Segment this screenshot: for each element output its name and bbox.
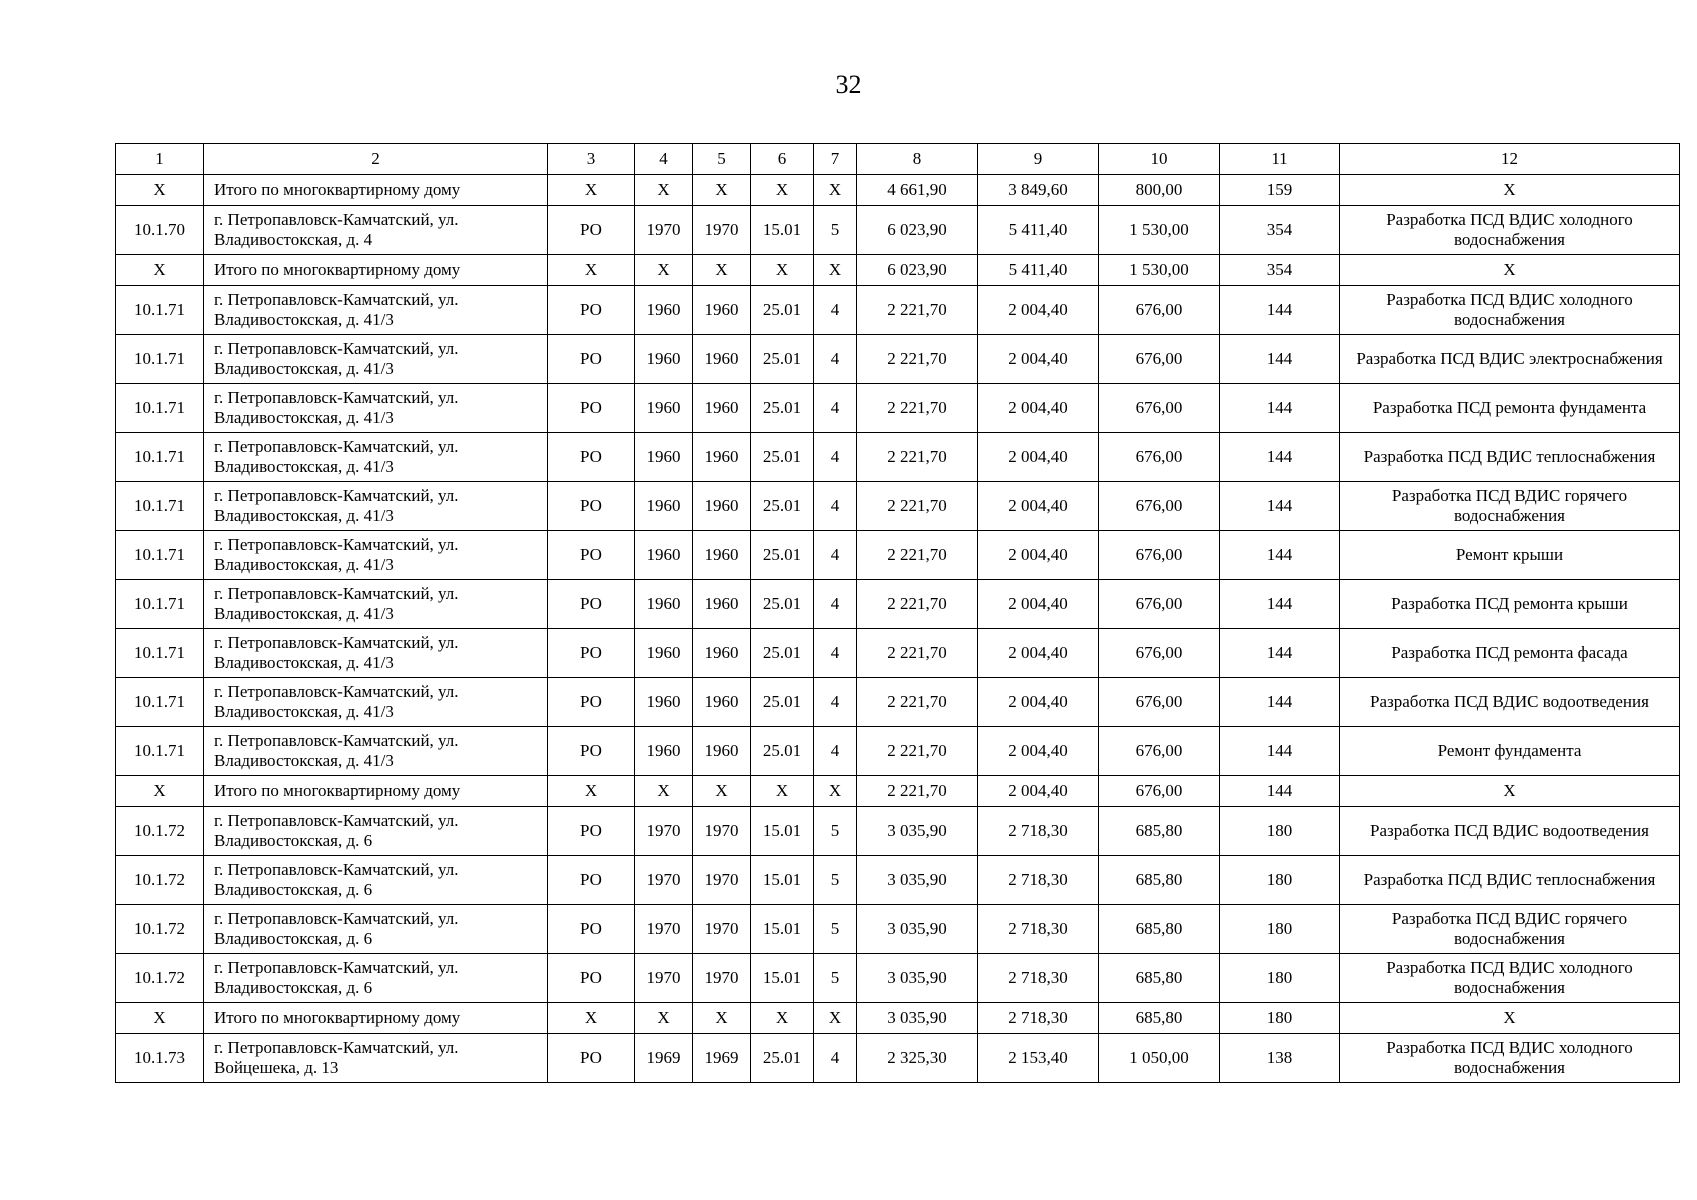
cell-year-built: 1969: [635, 1034, 693, 1083]
table-row: [116, 335, 1680, 384]
table-row: [116, 1034, 1680, 1083]
cell-address: г. Петропавловск-Камчатский, ул. Владивостокская, д. 41/3: [204, 629, 548, 678]
cell-row-number: 10.1.72: [116, 856, 204, 905]
column-header: 2: [204, 144, 548, 175]
column-header: 4: [635, 144, 693, 175]
cell-living-area: 2 004,40: [978, 678, 1099, 727]
cell-floors: 4: [814, 629, 857, 678]
cell-floors: 4: [814, 433, 857, 482]
cell-work-type: Ремонт фундамента: [1340, 727, 1680, 776]
cell-owner-type: Х: [548, 776, 635, 807]
table-row: [116, 678, 1680, 727]
cell-year-built: 1960: [635, 531, 693, 580]
cell-floors: 4: [814, 335, 857, 384]
table-row: [116, 905, 1680, 954]
cell-total-area: 3 035,90: [857, 1003, 978, 1034]
column-header: 6: [751, 144, 814, 175]
cell-owner-type: РО: [548, 856, 635, 905]
cell-work-type: Разработка ПСД ВДИС холодного водоснабжения: [1340, 954, 1680, 1003]
cell-owner-type: РО: [548, 580, 635, 629]
cell-year-commissioned: 1960: [693, 531, 751, 580]
cell-total-area: 4 661,90: [857, 175, 978, 206]
cell-address: г. Петропавловск-Камчатский, ул. Владивостокская, д. 41/3: [204, 482, 548, 531]
cell-owner-type: РО: [548, 954, 635, 1003]
cell-owner-type: Х: [548, 175, 635, 206]
cell-work-type: Разработка ПСД ВДИС теплоснабжения: [1340, 856, 1680, 905]
cell-address: г. Петропавловск-Камчатский, ул. Владивостокская, д. 6: [204, 856, 548, 905]
cell-total-area: 6 023,90: [857, 206, 978, 255]
cell-living-area: 2 004,40: [978, 580, 1099, 629]
cell-work-type: Х: [1340, 776, 1680, 807]
cell-residents: 144: [1220, 433, 1340, 482]
cell-non-living-area: 1 050,00: [1099, 1034, 1220, 1083]
cell-row-number: 10.1.70: [116, 206, 204, 255]
cell-residents: 144: [1220, 384, 1340, 433]
cell-year-built: 1970: [635, 856, 693, 905]
cell-year-built: 1970: [635, 807, 693, 856]
table-row: [116, 286, 1680, 335]
column-header: 10: [1099, 144, 1220, 175]
column-header: 5: [693, 144, 751, 175]
cell-residents: 354: [1220, 206, 1340, 255]
column-header: 7: [814, 144, 857, 175]
cell-wear-date: 25.01: [751, 286, 814, 335]
cell-year-built: 1970: [635, 905, 693, 954]
cell-residents: 354: [1220, 255, 1340, 286]
cell-year-built: 1960: [635, 286, 693, 335]
cell-row-number: 10.1.72: [116, 807, 204, 856]
cell-total-area: 2 221,70: [857, 531, 978, 580]
cell-year-commissioned: 1969: [693, 1034, 751, 1083]
cell-row-number: 10.1.71: [116, 678, 204, 727]
cell-year-commissioned: 1970: [693, 807, 751, 856]
cell-floors: 5: [814, 206, 857, 255]
cell-non-living-area: 676,00: [1099, 384, 1220, 433]
cell-year-commissioned: 1960: [693, 286, 751, 335]
total-row: [116, 255, 1680, 286]
cell-address: г. Петропавловск-Камчатский, ул. Владивостокская, д. 41/3: [204, 678, 548, 727]
total-row: [116, 175, 1680, 206]
cell-address: г. Петропавловск-Камчатский, ул. Владивостокская, д. 6: [204, 807, 548, 856]
cell-residents: 144: [1220, 678, 1340, 727]
cell-living-area: 2 718,30: [978, 807, 1099, 856]
table-header-row: [116, 144, 1680, 175]
cell-total-area: 3 035,90: [857, 954, 978, 1003]
cell-owner-type: Х: [548, 1003, 635, 1034]
cell-residents: 144: [1220, 335, 1340, 384]
cell-non-living-area: 676,00: [1099, 531, 1220, 580]
cell-row-number: 10.1.71: [116, 629, 204, 678]
cell-wear-date: 25.01: [751, 1034, 814, 1083]
cell-work-type: Разработка ПСД ВДИС водоотведения: [1340, 678, 1680, 727]
cell-owner-type: РО: [548, 1034, 635, 1083]
cell-address: Итого по многоквартирному дому: [204, 175, 548, 206]
cell-non-living-area: 676,00: [1099, 433, 1220, 482]
cell-residents: 180: [1220, 807, 1340, 856]
cell-residents: 138: [1220, 1034, 1340, 1083]
cell-residents: 180: [1220, 856, 1340, 905]
cell-wear-date: 25.01: [751, 580, 814, 629]
cell-living-area: 2 004,40: [978, 482, 1099, 531]
cell-floors: Х: [814, 776, 857, 807]
cell-living-area: 2 004,40: [978, 433, 1099, 482]
cell-floors: 4: [814, 531, 857, 580]
cell-living-area: 2 004,40: [978, 727, 1099, 776]
cell-floors: 4: [814, 286, 857, 335]
cell-non-living-area: 676,00: [1099, 482, 1220, 531]
cell-wear-date: 25.01: [751, 384, 814, 433]
cell-wear-date: 15.01: [751, 807, 814, 856]
cell-year-built: 1960: [635, 727, 693, 776]
cell-non-living-area: 685,80: [1099, 905, 1220, 954]
cell-residents: 144: [1220, 776, 1340, 807]
cell-living-area: 2 004,40: [978, 629, 1099, 678]
cell-total-area: 2 221,70: [857, 580, 978, 629]
cell-residents: 144: [1220, 727, 1340, 776]
cell-floors: 4: [814, 580, 857, 629]
cell-non-living-area: 685,80: [1099, 856, 1220, 905]
cell-floors: Х: [814, 255, 857, 286]
cell-work-type: Х: [1340, 255, 1680, 286]
cell-address: г. Петропавловск-Камчатский, ул. Владивостокская, д. 6: [204, 954, 548, 1003]
cell-year-built: Х: [635, 776, 693, 807]
cell-living-area: 2 718,30: [978, 954, 1099, 1003]
cell-year-commissioned: Х: [693, 255, 751, 286]
cell-work-type: Разработка ПСД ВДИС холодного водоснабжения: [1340, 206, 1680, 255]
cell-owner-type: РО: [548, 905, 635, 954]
table-body: [116, 144, 1680, 1083]
cell-wear-date: 25.01: [751, 482, 814, 531]
cell-row-number: 10.1.72: [116, 954, 204, 1003]
cell-row-number: 10.1.71: [116, 580, 204, 629]
cell-total-area: 3 035,90: [857, 807, 978, 856]
cell-year-commissioned: 1970: [693, 856, 751, 905]
cell-wear-date: 15.01: [751, 905, 814, 954]
cell-floors: 4: [814, 482, 857, 531]
cell-owner-type: РО: [548, 531, 635, 580]
cell-work-type: Разработка ПСД ВДИС холодного водоснабжения: [1340, 1034, 1680, 1083]
table-row: [116, 482, 1680, 531]
cell-non-living-area: 800,00: [1099, 175, 1220, 206]
cell-work-type: Х: [1340, 1003, 1680, 1034]
cell-year-built: 1960: [635, 482, 693, 531]
cell-row-number: 10.1.71: [116, 335, 204, 384]
cell-year-built: 1970: [635, 206, 693, 255]
cell-year-built: Х: [635, 255, 693, 286]
cell-year-built: Х: [635, 1003, 693, 1034]
cell-row-number: Х: [116, 1003, 204, 1034]
cell-work-type: Разработка ПСД ВДИС горячего водоснабжения: [1340, 482, 1680, 531]
cell-year-built: 1960: [635, 433, 693, 482]
cell-address: Итого по многоквартирному дому: [204, 1003, 548, 1034]
cell-wear-date: 15.01: [751, 856, 814, 905]
cell-non-living-area: 676,00: [1099, 335, 1220, 384]
cell-work-type: Разработка ПСД ремонта фундамента: [1340, 384, 1680, 433]
cell-year-commissioned: 1970: [693, 905, 751, 954]
cell-total-area: 2 221,70: [857, 629, 978, 678]
cell-total-area: 3 035,90: [857, 856, 978, 905]
cell-work-type: Разработка ПСД ремонта крыши: [1340, 580, 1680, 629]
table-row: [116, 433, 1680, 482]
cell-row-number: 10.1.71: [116, 727, 204, 776]
table-row: [116, 531, 1680, 580]
cell-address: г. Петропавловск-Камчатский, ул. Владивостокская, д. 6: [204, 905, 548, 954]
cell-work-type: Разработка ПСД ремонта фасада: [1340, 629, 1680, 678]
cell-wear-date: 25.01: [751, 433, 814, 482]
column-header: 3: [548, 144, 635, 175]
table-row: [116, 856, 1680, 905]
column-header: 12: [1340, 144, 1680, 175]
cell-wear-date: 15.01: [751, 954, 814, 1003]
cell-address: г. Петропавловск-Камчатский, ул. Владивостокская, д. 41/3: [204, 727, 548, 776]
cell-address: г. Петропавловск-Камчатский, ул. Владивостокская, д. 41/3: [204, 384, 548, 433]
cell-row-number: Х: [116, 255, 204, 286]
cell-living-area: 3 849,60: [978, 175, 1099, 206]
cell-wear-date: Х: [751, 175, 814, 206]
cell-wear-date: 25.01: [751, 727, 814, 776]
cell-floors: 4: [814, 727, 857, 776]
table-row: [116, 954, 1680, 1003]
cell-address: г. Петропавловск-Камчатский, ул. Владивостокская, д. 41/3: [204, 580, 548, 629]
cell-living-area: 2 718,30: [978, 856, 1099, 905]
cell-year-built: 1960: [635, 580, 693, 629]
column-header: 1: [116, 144, 204, 175]
cell-residents: 144: [1220, 629, 1340, 678]
cell-floors: Х: [814, 175, 857, 206]
cell-year-built: 1960: [635, 678, 693, 727]
cell-year-built: 1960: [635, 335, 693, 384]
cell-year-commissioned: 1960: [693, 580, 751, 629]
cell-work-type: Разработка ПСД ВДИС водоотведения: [1340, 807, 1680, 856]
cell-total-area: 2 221,70: [857, 482, 978, 531]
cell-owner-type: РО: [548, 482, 635, 531]
cell-owner-type: РО: [548, 433, 635, 482]
total-row: [116, 776, 1680, 807]
table-row: [116, 384, 1680, 433]
cell-year-commissioned: 1960: [693, 335, 751, 384]
cell-living-area: 2 004,40: [978, 776, 1099, 807]
cell-row-number: 10.1.72: [116, 905, 204, 954]
cell-work-type: Х: [1340, 175, 1680, 206]
cell-total-area: 2 221,70: [857, 286, 978, 335]
cell-work-type: Разработка ПСД ВДИС холодного водоснабжения: [1340, 286, 1680, 335]
cell-work-type: Разработка ПСД ВДИС горячего водоснабжения: [1340, 905, 1680, 954]
cell-owner-type: РО: [548, 678, 635, 727]
cell-address: Итого по многоквартирному дому: [204, 776, 548, 807]
cell-floors: 5: [814, 856, 857, 905]
cell-floors: 5: [814, 807, 857, 856]
cell-owner-type: РО: [548, 335, 635, 384]
cell-floors: 4: [814, 1034, 857, 1083]
cell-row-number: 10.1.71: [116, 482, 204, 531]
cell-total-area: 2 221,70: [857, 727, 978, 776]
cell-residents: 144: [1220, 482, 1340, 531]
cell-living-area: 2 004,40: [978, 335, 1099, 384]
cell-non-living-area: 676,00: [1099, 629, 1220, 678]
cell-work-type: Ремонт крыши: [1340, 531, 1680, 580]
cell-floors: 5: [814, 954, 857, 1003]
cell-year-commissioned: Х: [693, 776, 751, 807]
cell-non-living-area: 685,80: [1099, 1003, 1220, 1034]
cell-residents: 159: [1220, 175, 1340, 206]
cell-total-area: 2 221,70: [857, 335, 978, 384]
cell-owner-type: Х: [548, 255, 635, 286]
cell-year-built: Х: [635, 175, 693, 206]
cell-floors: 5: [814, 905, 857, 954]
cell-floors: Х: [814, 1003, 857, 1034]
cell-non-living-area: 676,00: [1099, 776, 1220, 807]
cell-residents: 180: [1220, 954, 1340, 1003]
cell-wear-date: 25.01: [751, 335, 814, 384]
table-row: [116, 629, 1680, 678]
cell-living-area: 2 718,30: [978, 905, 1099, 954]
cell-owner-type: РО: [548, 286, 635, 335]
cell-floors: 4: [814, 678, 857, 727]
cell-total-area: 2 221,70: [857, 678, 978, 727]
cell-wear-date: Х: [751, 1003, 814, 1034]
cell-address: г. Петропавловск-Камчатский, ул. Владивостокская, д. 4: [204, 206, 548, 255]
cell-living-area: 5 411,40: [978, 206, 1099, 255]
cell-non-living-area: 1 530,00: [1099, 206, 1220, 255]
cell-address: г. Петропавловск-Камчатский, ул. Войцешека, д. 13: [204, 1034, 548, 1083]
table-row: [116, 807, 1680, 856]
cell-residents: 180: [1220, 1003, 1340, 1034]
cell-row-number: Х: [116, 175, 204, 206]
column-header: 9: [978, 144, 1099, 175]
table-row: [116, 727, 1680, 776]
cell-wear-date: Х: [751, 255, 814, 286]
cell-living-area: 5 411,40: [978, 255, 1099, 286]
cell-address: г. Петропавловск-Камчатский, ул. Владивостокская, д. 41/3: [204, 531, 548, 580]
cell-living-area: 2 004,40: [978, 531, 1099, 580]
cell-wear-date: 25.01: [751, 531, 814, 580]
cell-year-built: 1960: [635, 384, 693, 433]
cell-living-area: 2 153,40: [978, 1034, 1099, 1083]
cell-owner-type: РО: [548, 206, 635, 255]
cell-total-area: 3 035,90: [857, 905, 978, 954]
total-row: [116, 1003, 1680, 1034]
cell-residents: 144: [1220, 286, 1340, 335]
cell-non-living-area: 1 530,00: [1099, 255, 1220, 286]
cell-living-area: 2 004,40: [978, 286, 1099, 335]
cell-year-commissioned: 1960: [693, 482, 751, 531]
cell-row-number: 10.1.73: [116, 1034, 204, 1083]
cell-non-living-area: 676,00: [1099, 678, 1220, 727]
cell-non-living-area: 676,00: [1099, 580, 1220, 629]
cell-year-commissioned: 1960: [693, 678, 751, 727]
cell-year-built: 1970: [635, 954, 693, 1003]
cell-row-number: Х: [116, 776, 204, 807]
cell-residents: 180: [1220, 905, 1340, 954]
cell-year-commissioned: 1960: [693, 384, 751, 433]
table-row: [116, 580, 1680, 629]
cell-year-commissioned: Х: [693, 1003, 751, 1034]
cell-total-area: 2 221,70: [857, 776, 978, 807]
cell-non-living-area: 676,00: [1099, 727, 1220, 776]
column-header: 11: [1220, 144, 1340, 175]
column-header: 8: [857, 144, 978, 175]
cell-wear-date: 25.01: [751, 629, 814, 678]
cell-owner-type: РО: [548, 727, 635, 776]
cell-residents: 144: [1220, 531, 1340, 580]
cell-year-commissioned: Х: [693, 175, 751, 206]
table-row: [116, 206, 1680, 255]
cell-work-type: Разработка ПСД ВДИС теплоснабжения: [1340, 433, 1680, 482]
cell-row-number: 10.1.71: [116, 286, 204, 335]
cell-address: Итого по многоквартирному дому: [204, 255, 548, 286]
cell-total-area: 6 023,90: [857, 255, 978, 286]
cell-year-built: 1960: [635, 629, 693, 678]
cell-row-number: 10.1.71: [116, 384, 204, 433]
cell-year-commissioned: 1960: [693, 629, 751, 678]
cell-owner-type: РО: [548, 384, 635, 433]
cell-year-commissioned: 1970: [693, 954, 751, 1003]
cell-floors: 4: [814, 384, 857, 433]
cell-total-area: 2 325,30: [857, 1034, 978, 1083]
cell-address: г. Петропавловск-Камчатский, ул. Владивостокская, д. 41/3: [204, 286, 548, 335]
cell-year-commissioned: 1970: [693, 206, 751, 255]
cell-owner-type: РО: [548, 629, 635, 678]
cell-work-type: Разработка ПСД ВДИС электроснабжения: [1340, 335, 1680, 384]
cell-row-number: 10.1.71: [116, 531, 204, 580]
cell-total-area: 2 221,70: [857, 433, 978, 482]
page-number: 32: [835, 70, 862, 99]
cell-address: г. Петропавловск-Камчатский, ул. Владивостокская, д. 41/3: [204, 433, 548, 482]
cell-year-commissioned: 1960: [693, 727, 751, 776]
cell-non-living-area: 676,00: [1099, 286, 1220, 335]
cell-owner-type: РО: [548, 807, 635, 856]
cell-wear-date: 15.01: [751, 206, 814, 255]
cell-wear-date: 25.01: [751, 678, 814, 727]
cell-non-living-area: 685,80: [1099, 807, 1220, 856]
cell-living-area: 2 004,40: [978, 384, 1099, 433]
cell-address: г. Петропавловск-Камчатский, ул. Владивостокская, д. 41/3: [204, 335, 548, 384]
cell-living-area: 2 718,30: [978, 1003, 1099, 1034]
cell-non-living-area: 685,80: [1099, 954, 1220, 1003]
cell-residents: 144: [1220, 580, 1340, 629]
register-table: [115, 143, 1680, 1083]
cell-row-number: 10.1.71: [116, 433, 204, 482]
cell-wear-date: Х: [751, 776, 814, 807]
cell-year-commissioned: 1960: [693, 433, 751, 482]
cell-total-area: 2 221,70: [857, 384, 978, 433]
